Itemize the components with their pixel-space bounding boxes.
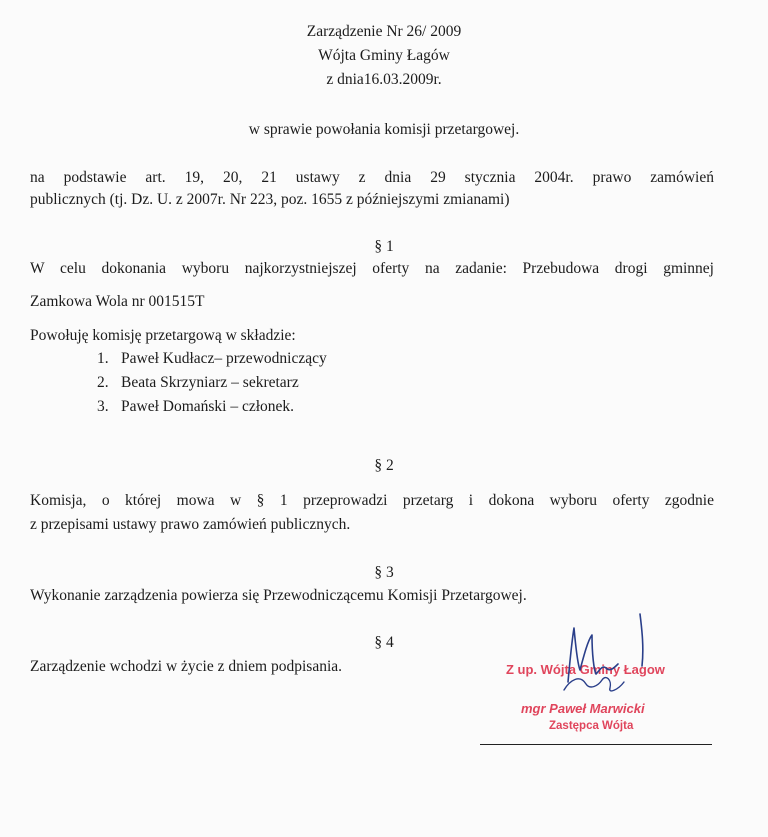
section-4-heading: § 4 <box>374 634 394 651</box>
member-number: 2. <box>97 374 109 391</box>
committee-member <box>97 397 294 417</box>
stamp-authority: Z up. Wójta Gminy Łagow <box>506 662 665 677</box>
handwritten-signature-icon <box>540 610 670 700</box>
member-number: 3. <box>97 398 109 415</box>
section-4-text: Zarządzenie wchodzi w życie z dniem podpisania. <box>30 658 343 675</box>
section-1-heading: § 1 <box>374 238 394 255</box>
section-2-text-line-1: Komisja, o której mowa w § 1 przeprowadzi przetarg i dokona wyboru oferty zgodnie <box>30 492 714 509</box>
section-3-text: Wykonanie zarządzenia powierza się Przewodniczącemu Komisji Przetargowej. <box>30 587 527 604</box>
committee-member <box>97 373 299 393</box>
member-text: Paweł Kudłacz– przewodniczący <box>121 350 327 367</box>
signature-line <box>480 744 712 745</box>
committee-member <box>97 349 327 369</box>
stamp-name: mgr Paweł Marwicki <box>521 701 645 716</box>
decree-date: z dnia16.03.2009r. <box>326 71 442 88</box>
legal-basis-line-2: publicznych (tj. Dz. U. z 2007r. Nr 223, poz. 1655 z późniejszymi zmianami) <box>30 191 510 208</box>
section-1-text-line-2: Zamkowa Wola nr 001515T <box>30 293 205 310</box>
section-3-heading: § 3 <box>374 564 394 581</box>
legal-basis-line-1: na podstawie art. 19, 20, 21 ustawy z dnia 29 stycznia 2004r. prawo zamówień <box>30 169 714 186</box>
section-1-text-line-1: W celu dokonania wyboru najkorzystniejszej oferty na zadanie: Przebudowa drogi gminnej <box>30 260 714 277</box>
stamp-title: Zastępca Wójta <box>549 720 634 732</box>
section-2-text-line-2: z przepisami ustawy prawo zamówień publicznych. <box>30 516 351 533</box>
section-2-heading: § 2 <box>374 457 394 474</box>
issuer-line: Wójta Gminy Łagów <box>318 47 450 64</box>
member-text: Paweł Domański – członek. <box>121 398 295 415</box>
member-text: Beata Skrzyniarz – sekretarz <box>121 374 299 391</box>
member-number: 1. <box>97 350 109 367</box>
decree-subject: w sprawie powołania komisji przetargowej. <box>248 121 520 138</box>
decree-title: Zarządzenie Nr 26/ 2009 <box>306 23 462 40</box>
committee-intro: Powołuję komisję przetargową w składzie: <box>30 327 296 344</box>
